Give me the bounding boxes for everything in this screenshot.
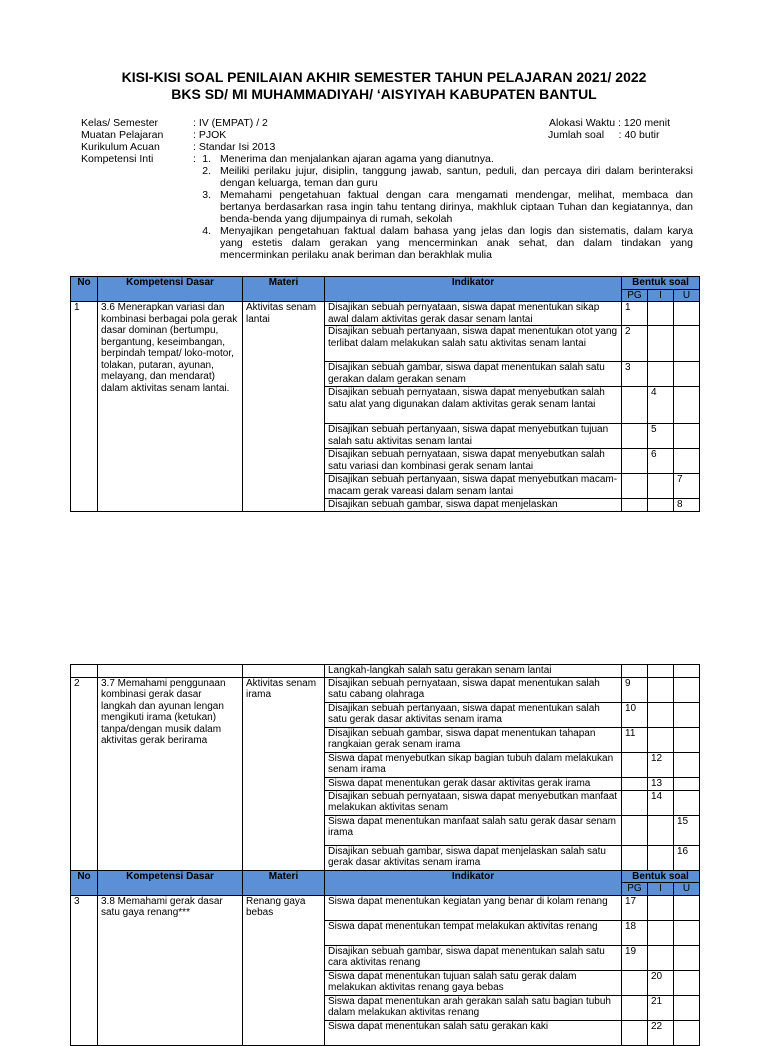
u-cell [674, 326, 700, 362]
pg-cell [622, 449, 648, 474]
pg-cell: 17 [622, 895, 648, 920]
header-u: U [674, 289, 700, 302]
kompetensi-dasar-cell: 3.6 Menerapkan variasi dan kombinasi berbagai pola gerak dasar dominan (bertumpu, bergantung, keseimbangan, berpindah tempat/ loko-motor, tolakan, putaran, ayunan, melayang, dan mendarat) dalam aktivitas senam lantai. [98, 302, 243, 512]
muatan-value: : PJOK [193, 129, 227, 141]
i-cell: 14 [648, 790, 674, 815]
i-cell [648, 895, 674, 920]
i-cell: 13 [648, 777, 674, 790]
u-cell [674, 677, 700, 702]
i-cell: 4 [648, 387, 674, 424]
pg-cell: 1 [622, 302, 648, 326]
u-cell [674, 702, 700, 727]
pg-cell: 10 [622, 702, 648, 727]
u-cell [674, 424, 700, 449]
indikator-cell: Disajikan sebuah pernyataan, siswa dapat menyebutkan salah satu alat yang digunakan dalam aktivitas gerak senam lantai [325, 387, 622, 424]
indikator-cell: Disajikan sebuah pertanyaan, siswa dapat menentukan otot yang terlibat dalam melakukan salah satu aktivitas senam lantai [325, 326, 622, 362]
kompetensi-dasar-cell: 3.7 Memahami penggunaan kombinasi gerak dasar langkah dan ayunan lengan mengikuti irama (ketukan) tanpa/dengan musik dalam aktivitas gerak berirama [98, 677, 243, 870]
muatan-label: Muatan Pelajaran [81, 129, 164, 141]
i-cell [648, 302, 674, 326]
row-no: 2 [71, 677, 98, 870]
i-cell [648, 499, 674, 512]
indikator-cell: Disajikan sebuah pertanyaan, siswa dapat menentukan salah satu gerak dasar aktivitas senam irama [325, 702, 622, 727]
indikator-cell: Siswa dapat menentukan salah satu gerakan kaki [325, 1020, 622, 1045]
indikator-cell: Siswa dapat menentukan tempat melakukan aktivitas renang [325, 920, 622, 945]
header-pg: PG [622, 289, 648, 302]
pg-cell [622, 815, 648, 845]
u-cell [674, 449, 700, 474]
i-cell: 6 [648, 449, 674, 474]
u-cell [674, 302, 700, 326]
kurikulum-value: : Standar Isi 2013 [193, 141, 276, 153]
header-materi: Materi [243, 870, 325, 895]
u-cell: 8 [674, 499, 700, 512]
header-indikator: Indikator [325, 277, 622, 302]
i-cell [648, 702, 674, 727]
header-kompetensi-dasar: Kompetensi Dasar [98, 870, 243, 895]
i-cell [648, 920, 674, 945]
header-materi: Materi [243, 277, 325, 302]
indikator-cell: Disajikan sebuah pertanyaan, siswa dapat menyebutkan tujuan salah satu aktivitas senam lantai [325, 424, 622, 449]
i-cell [648, 362, 674, 387]
indikator-cell: Disajikan sebuah pernyataan, siswa dapat menentukan salah satu cabang olahraga [325, 677, 622, 702]
pg-cell [622, 970, 648, 995]
u-cell [674, 777, 700, 790]
i-cell [648, 677, 674, 702]
u-cell [674, 970, 700, 995]
kisi-table-2 [70, 664, 700, 1046]
i-cell [648, 474, 674, 499]
table-row [71, 677, 700, 702]
indikator-cell: Disajikan sebuah gambar, siswa dapat menentukan tahapan rangkaian gerak senam irama [325, 727, 622, 752]
i-cell [648, 815, 674, 845]
header-bentuk-soal: Bentuk soal [622, 277, 700, 290]
pg-cell [622, 777, 648, 790]
u-cell: 15 [674, 815, 700, 845]
indikator-cell: Disajikan sebuah gambar, siswa dapat menjelaskan [325, 499, 622, 512]
indikator-cell: Disajikan sebuah pernyataan, siswa dapat menyebutkan salah satu variasi dan kombinasi gerak senam lantai [325, 449, 622, 474]
pg-cell: 18 [622, 920, 648, 945]
document-subtitle: BKS SD/ MI MUHAMMADIYAH/ ‘AISYIYAH KABUPATEN BANTUL [171, 86, 597, 102]
header-i: I [648, 289, 674, 302]
header-u: U [674, 883, 700, 896]
materi-cell: Aktivitas senam lantai [243, 302, 325, 512]
row-no: 1 [71, 302, 98, 512]
u-cell [674, 362, 700, 387]
header-no: No [71, 870, 98, 895]
indikator-cell: Siswa dapat menentukan kegiatan yang benar di kolam renang [325, 895, 622, 920]
pg-cell: 11 [622, 727, 648, 752]
kurikulum-label: Kurikulum Acuan [81, 141, 160, 153]
indikator-cell: Siswa dapat menentukan manfaat salah satu gerak dasar senam irama [325, 815, 622, 845]
u-cell [674, 920, 700, 945]
indikator-continued: Langkah-langkah salah satu gerakan senam lantai [325, 665, 622, 678]
ki-label: Kompetensi Inti [81, 153, 154, 165]
pg-cell [622, 499, 648, 512]
u-cell [674, 790, 700, 815]
i-cell [648, 326, 674, 362]
kelas-value: : IV (EMPAT) / 2 [193, 117, 268, 129]
indikator-cell: Disajikan sebuah pernyataan, siswa dapat menentukan sikap awal dalam aktivitas gerak dasar senam lantai [325, 302, 622, 326]
jumlah-soal: Jumlah soal : 40 butir [548, 129, 660, 141]
table-row [71, 665, 700, 678]
pg-cell: 9 [622, 677, 648, 702]
u-cell [674, 995, 700, 1020]
i-cell: 21 [648, 995, 674, 1020]
indikator-cell: Disajikan sebuah gambar, siswa dapat menentukan salah satu cara aktivitas renang [325, 945, 622, 970]
indikator-cell: Disajikan sebuah gambar, siswa dapat menentukan salah satu gerakan dalam gerakan senam [325, 362, 622, 387]
indikator-cell: Siswa dapat menentukan tujuan salah satu gerak dalam melakukan aktivitas renang gaya bebas [325, 970, 622, 995]
u-cell [674, 752, 700, 777]
i-cell [648, 727, 674, 752]
indikator-cell: Disajikan sebuah pertanyaan, siswa dapat menyebutkan macam-macam gerak vareasi dalam senam lantai [325, 474, 622, 499]
materi-cell: Aktivitas senam irama [243, 677, 325, 870]
pg-cell [622, 995, 648, 1020]
u-cell [674, 387, 700, 424]
i-cell: 22 [648, 1020, 674, 1045]
pg-cell [622, 424, 648, 449]
u-cell: 7 [674, 474, 700, 499]
indikator-cell: Siswa dapat menentukan gerak dasar aktivitas gerak irama [325, 777, 622, 790]
header-indikator: Indikator [325, 870, 622, 895]
document-title: KISI-KISI SOAL PENILAIAN AKHIR SEMESTER TAHUN PELAJARAN 2021/ 2022 [121, 69, 647, 85]
pg-cell [622, 387, 648, 424]
header-bentuk-soal: Bentuk soal [622, 870, 700, 883]
pg-cell [622, 845, 648, 870]
header-no: No [71, 277, 98, 302]
table-row [71, 895, 700, 920]
u-cell: 16 [674, 845, 700, 870]
row-no: 3 [71, 895, 98, 1045]
u-cell [674, 945, 700, 970]
i-cell: 20 [648, 970, 674, 995]
u-cell [674, 895, 700, 920]
kelas-label: Kelas/ Semester [81, 117, 159, 129]
u-cell [674, 727, 700, 752]
i-cell [648, 845, 674, 870]
indikator-cell: Siswa dapat menentukan arah gerakan salah satu bagian tubuh dalam melakukan aktivitas renang [325, 995, 622, 1020]
kompetensi-dasar-cell: 3.8 Memahami gerak dasar satu gaya renang*** [98, 895, 243, 1045]
header-i: I [648, 883, 674, 896]
header-pg: PG [622, 883, 648, 896]
header-kompetensi-dasar: Kompetensi Dasar [98, 277, 243, 302]
pg-cell: 2 [622, 326, 648, 362]
pg-cell [622, 752, 648, 777]
pg-cell: 3 [622, 362, 648, 387]
pg-cell: 19 [622, 945, 648, 970]
i-cell: 5 [648, 424, 674, 449]
indikator-cell: Disajikan sebuah pernyataan, siswa dapat menyebutkan manfaat melakukan aktivitas senam [325, 790, 622, 815]
alokasi-waktu: Alokasi Waktu : 120 menit [549, 117, 670, 129]
pg-cell [622, 790, 648, 815]
table-row [71, 302, 700, 326]
i-cell [648, 945, 674, 970]
pg-cell [622, 474, 648, 499]
kisi-table-1 [70, 276, 700, 512]
indikator-cell: Siswa dapat menyebutkan sikap bagian tubuh dalam melakukan senam irama [325, 752, 622, 777]
ki-colon: : [193, 153, 196, 165]
materi-cell: Renang gaya bebas [243, 895, 325, 1045]
i-cell: 12 [648, 752, 674, 777]
indikator-cell: Disajikan sebuah gambar, siswa dapat menjelaskan salah satu gerak dasar aktivitas senam irama [325, 845, 622, 870]
